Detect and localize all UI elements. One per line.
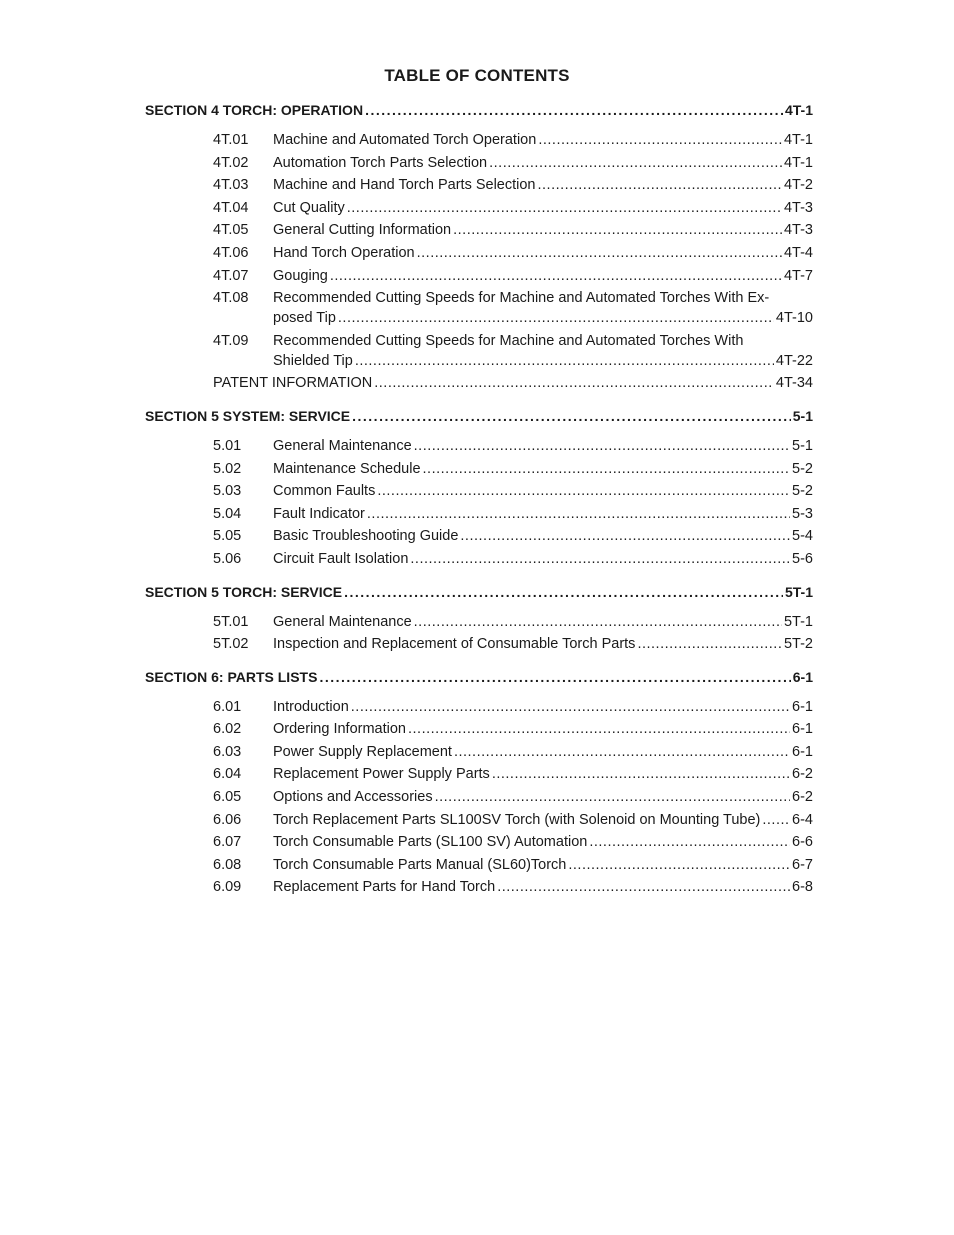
entry-number: 4T.07 — [213, 267, 249, 284]
toc-section-heading[interactable] — [145, 584, 813, 607]
section-page-number: 6-1 — [792, 668, 813, 685]
entry-title: General Maintenance — [273, 613, 412, 630]
toc-entry[interactable] — [145, 526, 813, 549]
entry-title-line: Recommended Cutting Speeds for Machine and Automated Torches With — [273, 332, 744, 349]
section-title: SECTION 6: PARTS LISTS — [145, 668, 318, 685]
entry-body — [273, 832, 813, 852]
entry-number: 6.08 — [213, 856, 242, 873]
entry-title: Power Supply Replacement — [273, 743, 452, 760]
entry-body — [273, 504, 813, 524]
entry-number: 6.05 — [213, 789, 242, 806]
entry-title-line — [273, 481, 813, 501]
entry-body — [273, 481, 813, 501]
entry-body — [273, 719, 813, 739]
toc-entry[interactable] — [145, 331, 813, 374]
entry-title-line — [273, 459, 813, 479]
entry-body — [273, 130, 813, 150]
entry-title-line — [273, 855, 813, 875]
entry-body — [273, 175, 813, 195]
toc-entry[interactable] — [145, 288, 813, 331]
entry-body — [273, 742, 813, 762]
entry-page-number: 4T-10 — [775, 310, 813, 327]
dot-leader — [589, 832, 790, 852]
entry-number: 5.06 — [213, 550, 242, 567]
entry-number: 4T.03 — [213, 177, 249, 194]
dot-leader — [762, 810, 790, 830]
dot-leader — [319, 669, 790, 685]
dot-leader — [414, 612, 782, 632]
entry-page-number: 4T-22 — [775, 352, 813, 369]
dot-leader — [568, 855, 790, 875]
entry-title-line — [273, 742, 813, 762]
toc-entry[interactable] — [145, 634, 813, 657]
entry-title-line — [273, 549, 813, 569]
entry-body — [273, 266, 813, 286]
dot-leader — [454, 742, 790, 762]
toc-entry[interactable] — [145, 481, 813, 504]
entry-title-line — [273, 351, 813, 371]
toc-section-heading[interactable] — [145, 408, 813, 431]
toc-entry[interactable] — [145, 153, 813, 176]
toc-entry[interactable] — [145, 810, 813, 833]
section-title: SECTION 5 SYSTEM: SERVICE — [145, 407, 351, 424]
dot-leader — [352, 408, 791, 424]
dot-leader — [367, 504, 790, 524]
toc-entry[interactable] — [145, 504, 813, 527]
toc-entry[interactable] — [145, 130, 813, 153]
section-title: SECTION 4 TORCH: OPERATION — [145, 102, 364, 118]
entry-number: 6.03 — [213, 743, 242, 760]
entry-title: PATENT INFORMATION — [213, 375, 373, 392]
entry-body — [273, 634, 813, 654]
entry-body — [273, 436, 813, 456]
entry-number: 4T.09 — [213, 332, 249, 349]
toc-entry[interactable] — [145, 220, 813, 243]
section-title: SECTION 5 TORCH: SERVICE — [145, 583, 343, 600]
dot-leader — [347, 198, 782, 218]
dot-leader — [489, 153, 782, 173]
entry-title: Introduction — [273, 698, 349, 715]
dot-leader — [374, 373, 774, 393]
entry-title-line — [273, 612, 813, 632]
entry-title: Basic Troubleshooting Guide — [273, 528, 459, 545]
page-title: TABLE OF CONTENTS — [384, 66, 570, 85]
dot-leader — [460, 526, 790, 546]
entry-title-line: Recommended Cutting Speeds for Machine and Automated Torches With Ex- — [273, 290, 770, 307]
dot-leader — [377, 481, 790, 501]
entry-page-number: 4T-4 — [783, 244, 813, 261]
section-page-number: 5T-1 — [784, 583, 813, 600]
entry-title-line — [273, 504, 813, 524]
toc-entry[interactable] — [145, 175, 813, 198]
entry-page-number: 6-8 — [792, 879, 813, 896]
toc-entry[interactable] — [145, 459, 813, 482]
entry-number: 5.05 — [213, 528, 242, 545]
entry-title-line — [273, 308, 813, 328]
dot-leader — [492, 764, 790, 784]
entry-title: Torch Replacement Parts SL100SV Torch (with Solenoid on Mounting Tube) — [273, 811, 761, 828]
entry-title-line — [273, 198, 813, 218]
entry-number: 4T.04 — [213, 199, 249, 216]
dot-leader — [453, 220, 782, 240]
entry-number: 5.01 — [213, 437, 242, 454]
dot-leader — [538, 130, 782, 150]
dot-leader — [423, 459, 791, 479]
entry-number: 6.07 — [213, 834, 242, 851]
entry-title-line — [273, 266, 813, 286]
entry-page-number: 6-2 — [792, 766, 813, 783]
entry-page-number: 6-2 — [792, 789, 813, 806]
entry-number: 5.03 — [213, 483, 242, 500]
entry-body — [273, 331, 813, 374]
entry-page-number: 6-1 — [792, 698, 813, 715]
entry-title-line — [213, 373, 813, 393]
toc-entry[interactable] — [145, 742, 813, 765]
entry-body — [273, 764, 813, 784]
entry-body — [273, 697, 813, 717]
entry-title-line — [273, 634, 813, 654]
section-page-number: 5-1 — [792, 407, 813, 424]
toc-entry[interactable] — [145, 697, 813, 720]
entry-title: General Cutting Information — [273, 222, 452, 239]
dot-leader — [538, 175, 782, 195]
entry-title: Torch Consumable Parts Manual (SL60)Torch — [273, 856, 567, 873]
dot-leader — [365, 102, 783, 118]
entry-title: Shielded Tip — [273, 352, 353, 369]
entry-title-line — [273, 526, 813, 546]
entry-title-line — [273, 832, 813, 852]
entry-page-number: 6-7 — [792, 856, 813, 873]
entry-number: 4T.05 — [213, 222, 249, 239]
entry-title: Replacement Parts for Hand Torch — [273, 879, 496, 896]
dot-leader — [344, 584, 783, 600]
entry-body — [213, 373, 813, 393]
entry-page-number: 6-4 — [792, 811, 813, 828]
toc-entry[interactable] — [145, 855, 813, 878]
dot-leader — [408, 719, 790, 739]
toc-entry[interactable] — [145, 719, 813, 742]
toc-entry[interactable] — [145, 266, 813, 289]
toc-entry[interactable] — [145, 243, 813, 266]
dot-leader — [417, 243, 782, 263]
toc-entry[interactable] — [145, 764, 813, 787]
entry-page-number: 4T-7 — [783, 267, 813, 284]
entry-number: 6.02 — [213, 721, 242, 738]
entry-body — [273, 855, 813, 875]
toc-entry[interactable] — [145, 787, 813, 810]
dot-leader — [338, 308, 774, 328]
entry-title: Torch Consumable Parts (SL100 SV) Automation — [273, 834, 588, 851]
entry-page-number: 6-1 — [792, 743, 813, 760]
entry-number: 4T.08 — [213, 290, 249, 307]
toc-entry[interactable] — [145, 198, 813, 221]
entry-page-number: 5-6 — [792, 550, 813, 567]
entry-body — [273, 459, 813, 479]
toc-entry[interactable] — [145, 612, 813, 635]
entry-title: General Maintenance — [273, 437, 412, 454]
dot-leader — [497, 877, 790, 897]
dot-leader — [637, 634, 782, 654]
toc-list — [145, 102, 813, 906]
dot-leader — [410, 549, 790, 569]
entry-title: Machine and Hand Torch Parts Selection — [273, 177, 536, 194]
toc-entry[interactable] — [145, 549, 813, 572]
entry-title-line — [273, 130, 813, 150]
toc-entry[interactable] — [145, 877, 813, 900]
entry-title: Machine and Automated Torch Operation — [273, 132, 537, 148]
entry-body — [273, 198, 813, 218]
dot-leader — [355, 351, 774, 371]
entry-body — [273, 526, 813, 546]
entry-title-line — [273, 877, 813, 897]
entry-title: posed Tip — [273, 310, 336, 327]
entry-page-number: 4T-1 — [783, 154, 813, 171]
entry-page-number: 5-4 — [792, 528, 813, 545]
dot-leader — [351, 697, 790, 717]
entry-title: Common Faults — [273, 483, 376, 500]
entry-page-number: 6-1 — [792, 721, 813, 738]
entry-title: Replacement Power Supply Parts — [273, 766, 490, 783]
entry-title: Fault Indicator — [273, 505, 365, 522]
entry-number: 5.04 — [213, 505, 242, 522]
entry-page-number: 4T-34 — [775, 375, 813, 392]
entry-page-number: 5T-1 — [783, 613, 813, 630]
entry-title: Automation Torch Parts Selection — [273, 154, 488, 171]
entry-page-number: 4T-2 — [783, 177, 813, 194]
dot-leader — [330, 266, 782, 286]
entry-title-line — [273, 697, 813, 717]
entry-page-number: 5-2 — [792, 460, 813, 477]
entry-title: Gouging — [273, 267, 328, 284]
entry-title: Circuit Fault Isolation — [273, 550, 409, 567]
toc-section-heading[interactable] — [145, 102, 813, 125]
entry-page-number: 4T-1 — [783, 132, 813, 148]
toc-entry[interactable] — [145, 373, 813, 396]
toc-section-heading[interactable] — [145, 669, 813, 692]
entry-number: 6.06 — [213, 811, 242, 828]
entry-number: 6.01 — [213, 698, 242, 715]
toc-entry[interactable] — [145, 832, 813, 855]
entry-number: 5T.02 — [213, 636, 249, 653]
entry-title: Cut Quality — [273, 199, 345, 216]
entry-title: Maintenance Schedule — [273, 460, 421, 477]
entry-title: Options and Accessories — [273, 789, 433, 806]
entry-number: 5T.01 — [213, 613, 249, 630]
entry-body — [273, 549, 813, 569]
entry-number: 6.09 — [213, 879, 242, 896]
entry-title: Inspection and Replacement of Consumable Torch Parts — [273, 636, 636, 653]
entry-title-line — [273, 153, 813, 173]
entry-title-line — [273, 436, 813, 456]
entry-body — [273, 810, 813, 830]
entry-body — [273, 153, 813, 173]
entry-title-line — [273, 764, 813, 784]
entry-number: 5.02 — [213, 460, 242, 477]
entry-page-number: 4T-3 — [783, 222, 813, 239]
entry-page-number: 5-1 — [792, 437, 813, 454]
toc-entry[interactable] — [145, 436, 813, 459]
entry-body — [273, 612, 813, 632]
entry-page-number: 5-3 — [792, 505, 813, 522]
entry-page-number: 6-6 — [792, 834, 813, 851]
entry-title-line — [273, 719, 813, 739]
entry-title-line — [273, 810, 813, 830]
entry-body — [273, 288, 813, 331]
entry-title-line — [273, 787, 813, 807]
entry-title-line — [273, 175, 813, 195]
entry-title-line — [273, 243, 813, 263]
entry-page-number: 5T-2 — [783, 636, 813, 653]
entry-title: Ordering Information — [273, 721, 406, 738]
entry-number: 4T.02 — [213, 154, 249, 171]
dot-leader — [414, 436, 790, 456]
section-page-number: 4T-1 — [784, 102, 813, 118]
entry-number: 4T.06 — [213, 244, 249, 261]
entry-title-line — [273, 220, 813, 240]
entry-page-number: 5-2 — [792, 483, 813, 500]
entry-page-number: 4T-3 — [783, 199, 813, 216]
entry-number: 6.04 — [213, 766, 242, 783]
entry-body — [273, 243, 813, 263]
entry-body — [273, 787, 813, 807]
entry-number: 4T.01 — [213, 132, 249, 148]
entry-body — [273, 220, 813, 240]
entry-body — [273, 877, 813, 897]
entry-title: Hand Torch Operation — [273, 244, 415, 261]
dot-leader — [435, 787, 790, 807]
